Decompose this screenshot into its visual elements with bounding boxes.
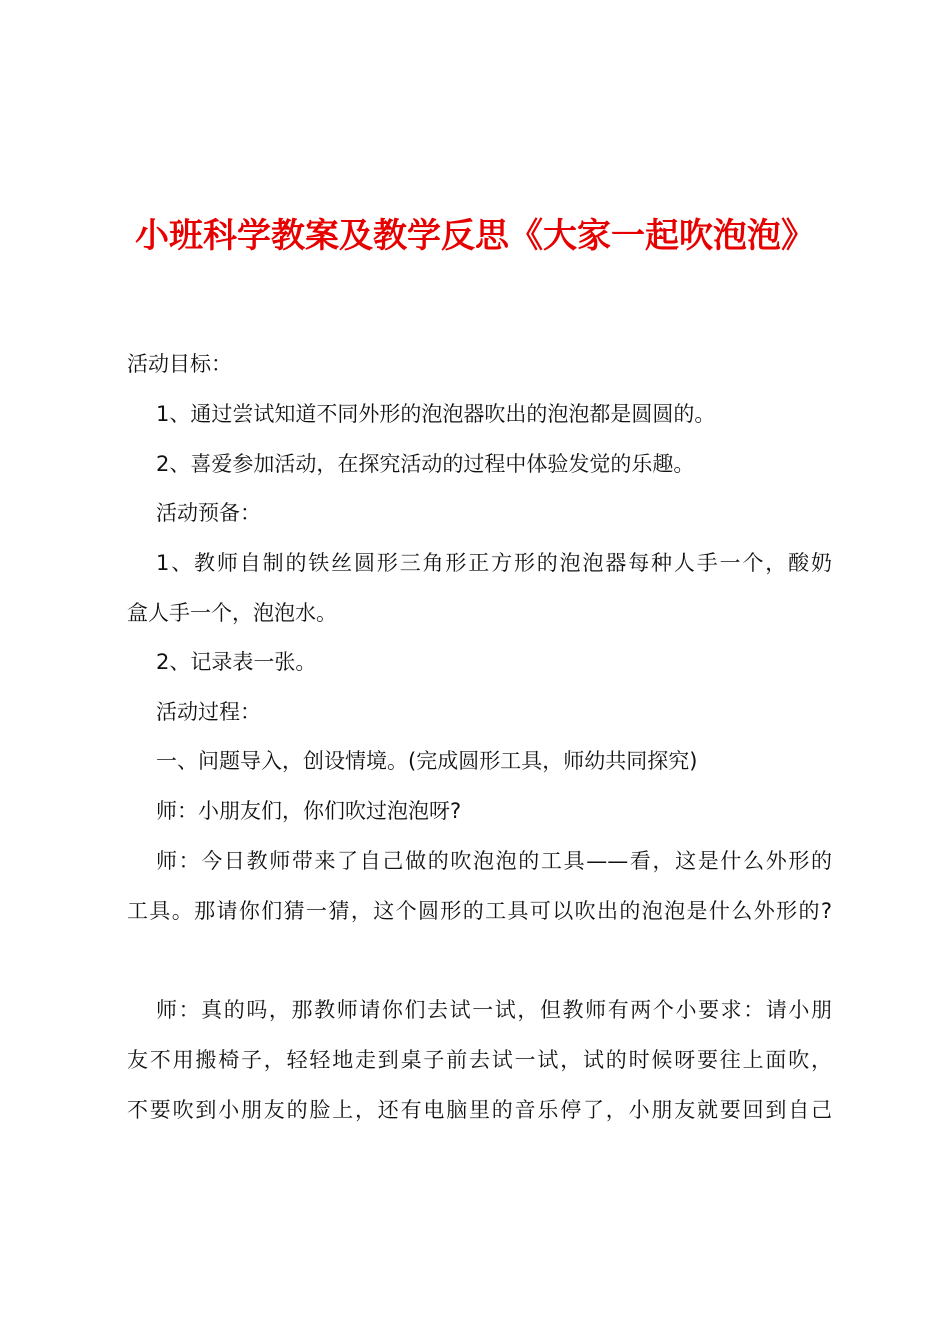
paragraph-line: 师：今日教师带来了自己做的吹泡泡的工具——看，这是什么外形的: [156, 849, 832, 873]
paragraph-line: 友不用搬椅子，轻轻地走到桌子前去试一试，试的时候呀要往上面吹，: [127, 1048, 832, 1072]
section-heading-goals: 活动目标：: [127, 352, 232, 376]
paragraph-line: 盒人手一个，泡泡水。: [127, 601, 337, 625]
paragraph-line: 不要吹到小朋友的脸上，还有电脑里的音乐停了，小朋友就要回到自己: [127, 1098, 832, 1122]
paragraph-line: 一、问题导入，创设情境。(完成圆形工具，师幼共同探究): [156, 749, 698, 773]
paragraph-line: 2、记录表一张。: [156, 650, 317, 674]
paragraph-line: 师：小朋友们，你们吹过泡泡呀?: [156, 799, 462, 823]
paragraph-line: 1、通过尝试知道不同外形的泡泡器吹出的泡泡都是圆圆的。: [156, 402, 716, 426]
paragraph-line: 师：真的吗，那教师请你们去试一试，但教师有两个小要求：请小朋: [156, 998, 832, 1022]
paragraph-line: 1、教师自制的铁丝圆形三角形正方形的泡泡器每种人手一个，酸奶: [156, 551, 832, 575]
section-heading-preparation: 活动预备：: [156, 501, 261, 525]
paragraph-line: 工具。那请你们猜一猜，这个圆形的工具可以吹出的泡泡是什么外形的?: [127, 899, 832, 923]
paragraph-line: 2、喜爱参加活动，在探究活动的过程中体验发觉的乐趣。: [156, 452, 695, 476]
section-heading-process: 活动过程：: [156, 700, 261, 724]
document-title: 小班科学教案及教学反思《大家一起吹泡泡》: [135, 216, 815, 256]
